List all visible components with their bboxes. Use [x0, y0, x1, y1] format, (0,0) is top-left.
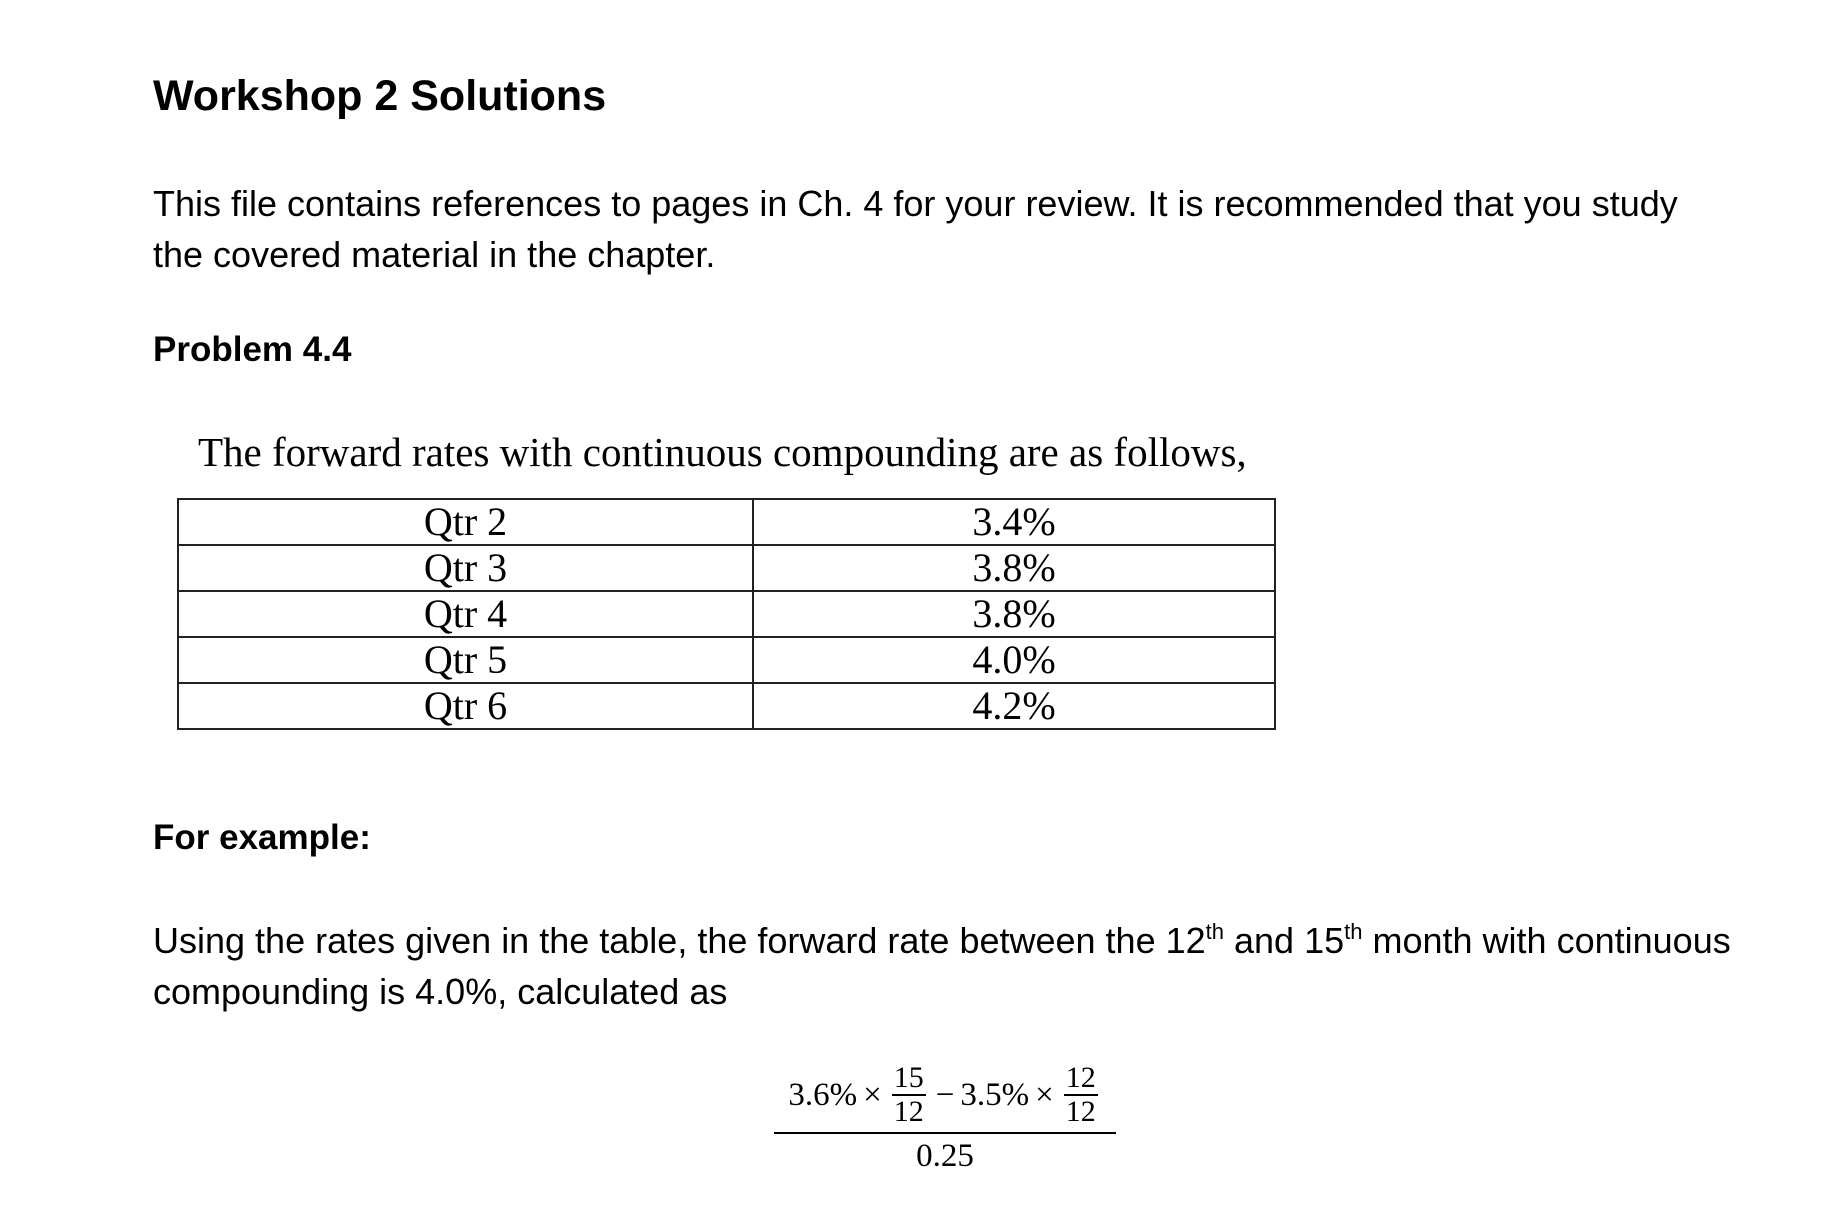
table-caption: The forward rates with continuous compounding are as follows,	[198, 429, 1247, 475]
page-title: Workshop 2 Solutions	[153, 72, 607, 120]
minus-sign: −	[935, 1076, 955, 1113]
fraction-1	[892, 1062, 926, 1128]
period-cell: Qtr 4	[178, 591, 753, 637]
period-cell: Qtr 6	[178, 683, 753, 729]
table-row	[178, 683, 1275, 729]
period-cell: Qtr 5	[178, 637, 753, 683]
formula-denominator: 0.25	[916, 1138, 974, 1174]
formula-rate-1: 3.6%	[788, 1076, 858, 1113]
fraction-1-denominator: 12	[893, 1095, 924, 1128]
table-row	[178, 499, 1275, 545]
table-row	[178, 591, 1275, 637]
example-paragraph	[153, 915, 1753, 1017]
example-text-part2: and 15	[1224, 920, 1345, 961]
example-label: For example:	[153, 818, 371, 857]
forward-rate-formula	[774, 1062, 1116, 1175]
rate-cell: 3.4%	[753, 499, 1275, 545]
period-cell: Qtr 3	[178, 545, 753, 591]
forward-rates-table	[177, 498, 1276, 730]
fraction-1-numerator: 15	[893, 1061, 924, 1094]
problem-heading: Problem 4.4	[153, 330, 352, 369]
intro-paragraph: This file contains references to pages in Ch. 4 for your review. It is recommended that you study the covered material in the chapter.	[153, 183, 1678, 275]
rate-cell: 3.8%	[753, 591, 1275, 637]
example-text-part3: month with continuous compounding is 4.0%, calculated as	[153, 920, 1731, 1012]
main-fraction-bar	[774, 1132, 1116, 1134]
ordinal-suffix: th	[1344, 919, 1363, 944]
fraction-2-denominator: 12	[1065, 1095, 1096, 1128]
fraction-2	[1064, 1062, 1098, 1128]
table-row	[178, 545, 1275, 591]
rate-cell: 4.2%	[753, 683, 1275, 729]
times-sign: ×	[1035, 1076, 1054, 1113]
times-sign: ×	[863, 1076, 882, 1113]
table-row	[178, 637, 1275, 683]
ordinal-suffix: th	[1205, 919, 1225, 944]
fraction-2-numerator: 12	[1065, 1061, 1096, 1094]
period-cell: Qtr 2	[178, 499, 753, 545]
rate-cell: 4.0%	[753, 637, 1275, 683]
rate-cell: 3.8%	[753, 545, 1275, 591]
example-text-part1: Using the rates given in the table, the forward rate between the 12	[153, 920, 1206, 961]
formula-rate-2: 3.5%	[960, 1076, 1030, 1113]
formula-numerator	[774, 1062, 1116, 1128]
